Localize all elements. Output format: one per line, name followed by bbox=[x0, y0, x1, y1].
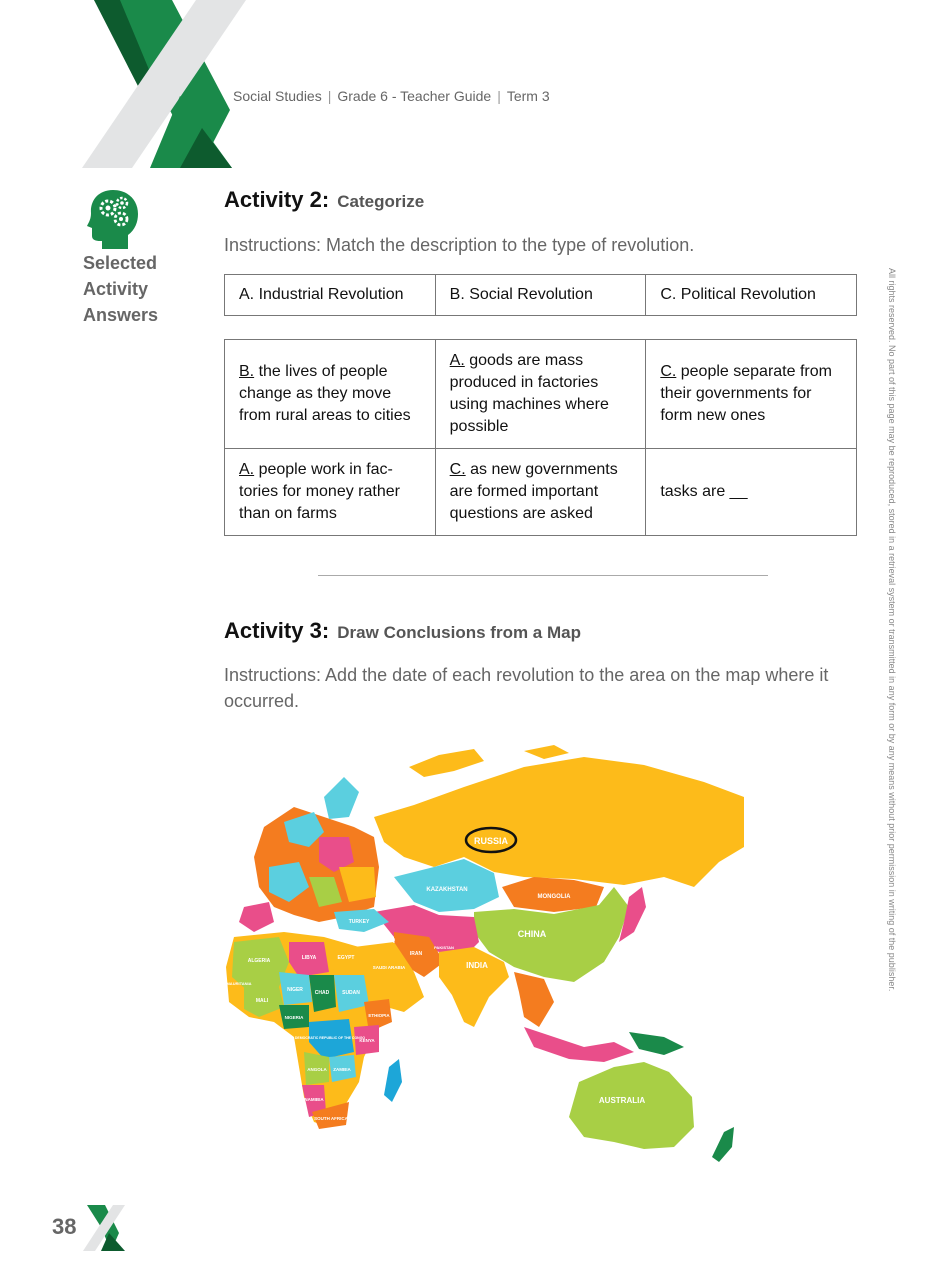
answer-letter: B. bbox=[239, 363, 255, 380]
map-label-turkey: TURKEY bbox=[348, 919, 370, 925]
world-map bbox=[224, 737, 744, 1175]
map-label-iran: IRAN bbox=[409, 951, 423, 957]
answer-text: the lives of people change as they move from rural areas to cities bbox=[239, 363, 411, 424]
header-term: Term 3 bbox=[506, 88, 550, 104]
map-label-kenya: KENYA bbox=[359, 1038, 375, 1043]
answers-table bbox=[224, 339, 857, 536]
gear-head-icon bbox=[86, 188, 140, 250]
type-cell-industrial: A. Industrial Revolution bbox=[225, 275, 436, 316]
activity2-instructions: Instructions: Match the description to the type of revolution. bbox=[224, 235, 695, 255]
map-label-zambia: ZAMBIA bbox=[333, 1067, 351, 1072]
sidebar-label bbox=[83, 250, 193, 328]
answer-text: people work in fac-tories for money rather than on farms bbox=[239, 461, 400, 522]
table-row bbox=[225, 449, 857, 536]
map-label-russia: RUSSIA bbox=[473, 836, 509, 846]
sidebar-label-line: Selected bbox=[83, 253, 158, 273]
header-grade: Grade 6 - Teacher Guide bbox=[337, 88, 492, 104]
type-cell-social: B. Social Revolution bbox=[435, 275, 646, 316]
sidebar-label-line: Activity bbox=[83, 279, 149, 299]
russia-region bbox=[374, 757, 744, 887]
answer-cell bbox=[646, 449, 857, 536]
answer-letter: A. bbox=[239, 461, 255, 478]
section-divider bbox=[318, 575, 768, 576]
type-cell-political: C. Political Revolution bbox=[646, 275, 857, 316]
map-label-nigeria: NIGERIA bbox=[284, 1015, 304, 1020]
answer-text: tasks are __ bbox=[660, 483, 748, 500]
answer-text: goods are mass produced in factories using machines where possible bbox=[449, 352, 609, 435]
activity3-title: Activity 3: bbox=[224, 618, 330, 643]
answer-cell bbox=[435, 340, 646, 449]
answer-cell bbox=[646, 340, 857, 449]
map-label-iraq: IRAQ bbox=[382, 938, 396, 944]
answer-cell bbox=[435, 449, 646, 536]
kazakhstan-region bbox=[394, 859, 499, 912]
map-label-angola: ANGOLA bbox=[307, 1067, 327, 1072]
australia-region bbox=[569, 1062, 694, 1149]
map-label-namibia: NAMIBIA bbox=[304, 1097, 324, 1102]
map-label-china: CHINA bbox=[517, 929, 547, 939]
rights-notice bbox=[883, 268, 897, 1008]
answer-text: people separate from their governments for form new ones bbox=[660, 363, 832, 424]
map-label-australia: AUSTRALIA bbox=[598, 1096, 646, 1105]
answer-letter: C. bbox=[660, 363, 677, 380]
answer-letter: A. bbox=[449, 352, 465, 369]
india-region bbox=[439, 947, 509, 1027]
brand-logo bbox=[80, 0, 250, 168]
map-label-sudan: SUDAN bbox=[342, 990, 360, 996]
map-label-mongolia: MONGOLIA bbox=[537, 894, 571, 900]
answer-letter: C. bbox=[449, 461, 466, 478]
rights-text: All rights reserved. No part of this page may be reproduced, stored in a retrieval system or transmitted in any form or by any means without prior permission in writing of the publisher. bbox=[887, 268, 897, 992]
header-breadcrumb: Social Studies | Grade 6 - Teacher Guide | Term 3 bbox=[233, 88, 550, 104]
answer-cell bbox=[225, 449, 436, 536]
map-label-chad: CHAD bbox=[314, 990, 330, 996]
activity2-subtitle: Categorize bbox=[337, 192, 425, 211]
map-label-niger: NIGER bbox=[287, 987, 303, 993]
map-label-pakistan: PAKISTAN bbox=[434, 945, 454, 950]
revolution-types-table bbox=[224, 274, 857, 316]
map-label-india: INDIA bbox=[466, 961, 488, 970]
answer-text: as new governments are formed important questions are asked bbox=[449, 461, 618, 522]
map-label-kazakhstan: KAZAKHSTAN bbox=[426, 887, 468, 893]
page-number: 38 bbox=[52, 1214, 77, 1239]
map-label-egypt: EGYPT bbox=[337, 955, 355, 961]
map-label-south-africa: SOUTH AFRICA bbox=[314, 1116, 348, 1121]
activity3-instructions: Instructions: Add the date of each revolution to the area on the map where it occurred. bbox=[224, 665, 829, 711]
header-subject: Social Studies bbox=[233, 88, 322, 104]
activity2-heading bbox=[224, 187, 424, 213]
table-row bbox=[225, 340, 857, 449]
footer-logo bbox=[83, 1205, 127, 1251]
map-label-ethiopia: ETHIOPIA bbox=[368, 1013, 390, 1018]
answer-cell bbox=[225, 340, 436, 449]
map-label-drc: DEMOCRATIC REPUBLIC OF THE CONGO bbox=[294, 1036, 366, 1040]
map-label-mauritania: MAURITANIA bbox=[226, 981, 252, 986]
map-label-saudi-arabia: SAUDI ARABIA bbox=[372, 965, 406, 970]
activity2-title: Activity 2: bbox=[224, 187, 330, 212]
activity3-heading bbox=[224, 618, 581, 644]
map-label-algeria: ALGERIA bbox=[247, 958, 271, 964]
sidebar-label-line: Answers bbox=[83, 305, 159, 325]
map-label-libya: LIBYA bbox=[301, 955, 317, 961]
map-label-mali: MALI bbox=[255, 998, 269, 1004]
activity3-subtitle: Draw Conclusions from a Map bbox=[337, 623, 581, 642]
